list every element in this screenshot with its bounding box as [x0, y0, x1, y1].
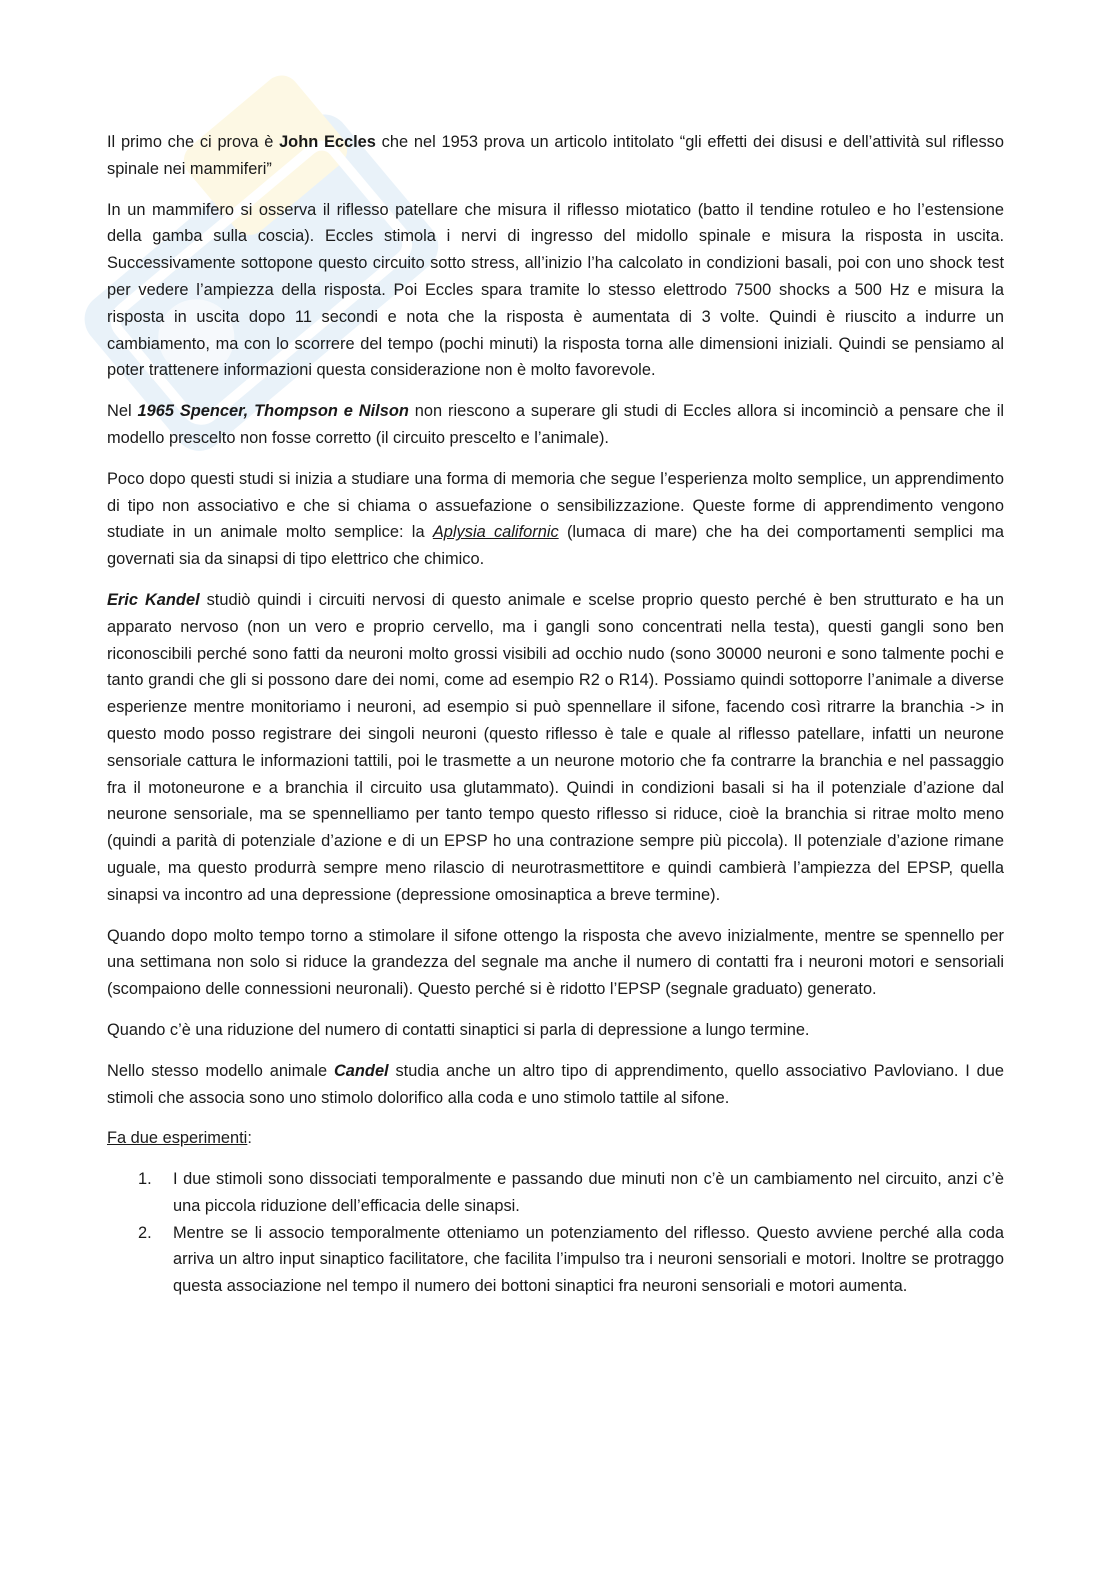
name-candel: Candel	[333, 1061, 389, 1080]
list-item-text: Mentre se li associo temporalmente otteniamo un potenziamento del riflesso. Questo avviene perché alla coda arriva un altro input sinaptico facilitatore, che facilita l’impulso tra i neuroni sensoriali e motori. Inoltre se protraggo questa associazione nel tempo il numero dei bottoni sinaptici fra neuroni sensoriali e motori aumenta.	[173, 1223, 1004, 1296]
experiments-heading: Fa due esperimenti:	[107, 1129, 252, 1148]
paragraph-spencer-thompson-nilson: Nel 1965 Spencer, Thompson e Nilson non riescono a superare gli studi di Eccles allora si incominciò a pensare che il modello prescelto non fosse corretto (il circuito prescelto e l’animale).	[107, 402, 1004, 447]
list-item-text: I due stimoli sono dissociati temporalmente e passando due minuti non c’è un cambiamento nel circuito, anzi c’è una piccola riduzione dell’efficacia delle sinapsi.	[173, 1170, 1004, 1215]
paragraph-eric-kandel: Eric Kandel studiò quindi i circuiti nervosi di questo animale e scelse proprio questo perché è ben strutturato e ha un apparato nervoso (non un vero e proprio cervello, ma i gangli sono concentrati nella testa), questi gangli sono ben riconoscibili perché sono fatti da neuroni molto grossi visibili ad occhio nudo (sono 30000 neuroni e sono talmente pochi e tanto grandi che gli si possono dare dei nomi, come ad esempio R2 o R14). Possiamo quindi sottoporre l’animale a diverse esperienze mentre monitoriamo i neuroni, ad esempio si può spennellare il sifone, facendo così ritrarre la branchia -> in questo modo posso registrare dei singoli neuroni (questo riflesso è tale e quale al riflesso patellare, infatti un neurone sensoriale cattura le informazioni tattili, poi le trasmette a un neurone motorio che fa contrarre la branchia e nel passaggio fra il motoneurone e a branchia il circuito usa glutammato). Quindi in condizioni basali si ha il potenziale d’azione dal neurone sensoriale, ma se spennelliamo per tanto tempo questo riflesso si riduce, cioè la branchia si ritrae molto meno (quindi a parità di potenziale d’azione e di un EPSP ho una contrazione sempre più piccola). Il potenziale d’azione rimane uguale, ma questo produrrà sempre meno rilascio di neurotrasmettitore e quindi cambierà l’ampiezza del EPSP, quella sinapsi va incontro ad una depressione (depressione omosinaptica a breve termine).	[107, 590, 1004, 904]
paragraph-aplysia: Poco dopo questi studi si inizia a studiare una forma di memoria che segue l’esperienza molto semplice, un apprendimento di tipo non associativo e che si chiama o assuefazione o sensibilizzazione. Queste forme di apprendimento vengono studiate in un animale molto semplice: la Aplysia californic (lumaca di mare) che ha dei comportamenti semplici ma governati sia da sinapsi di tipo elettrico che chimico.	[107, 469, 1004, 569]
paragraph-candel-associative: Nello stesso modello animale Candel studia anche un altro tipo di apprendimento, quello associativo Pavloviano. I due stimoli che associa sono uno stimolo dolorifico alla coda e uno stimolo tattile al sifone.	[107, 1061, 1004, 1107]
list-item-number: 1.	[138, 1170, 152, 1189]
names-1965-spencer: 1965 Spencer, Thompson e Nilson	[137, 402, 409, 421]
paragraph-long-term-depression: Quando c’è una riduzione del numero di contatti sinaptici si parla di depressione a lungo termine.	[107, 1020, 810, 1039]
document-body	[107, 129, 1004, 1300]
list-item	[107, 1166, 1004, 1220]
name-john-eccles: John Eccles	[279, 133, 376, 151]
list-item-number: 2.	[138, 1223, 152, 1242]
name-eric-kandel: Eric Kandel	[107, 590, 200, 609]
paragraph-eccles-experiment: In un mammifero si osserva il riflesso patellare che misura il riflesso miotatico (batto il tendine rotuleo e ho l’estensione della gamba sulla coscia). Eccles stimola i nervi di ingresso del midollo spinale e misura la risposta in uscita. Successivamente sottopone questo circuito sotto stress, all’inizio l’ha calcolato in condizioni basali, poi con uno shock test per vedere l’ampiezza della risposta. Poi Eccles spara tramite lo stesso elettrodo 7500 shocks a 500 Hz e misura la risposta in uscita dopo 11 secondi e nota che la risposta è aumentata di 3 volte. Quindi è riuscito a indurre un cambiamento, ma con lo scorrere del tempo (pochi minuti) la risposta torna alle dimensioni iniziali. Quindi se pensiamo al poter trattenere informazioni questa considerazione non è molto favorevole.	[107, 200, 1004, 380]
species-aplysia-californic: Aplysia californic	[432, 523, 559, 542]
experiments-list	[107, 1166, 1004, 1300]
paragraph-long-term-stimulation: Quando dopo molto tempo torno a stimolare il sifone ottengo la risposta che avevo inizialmente, mentre se spennello per una settimana non solo si riduce la grandezza del segnale ma anche il numero di contatti fra i neuroni motori e sensoriali (scompaiono delle connessioni neuronali). Questo perché si è ridotto l’EPSP (segnale graduato) generato.	[107, 926, 1004, 999]
paragraph-eccles-intro: Il primo che ci prova è John Eccles che nel 1953 prova un articolo intitolato “gli effetti dei disusi e dell’attività sul riflesso spinale nei mammiferi”	[107, 133, 1004, 178]
list-item	[107, 1220, 1004, 1300]
